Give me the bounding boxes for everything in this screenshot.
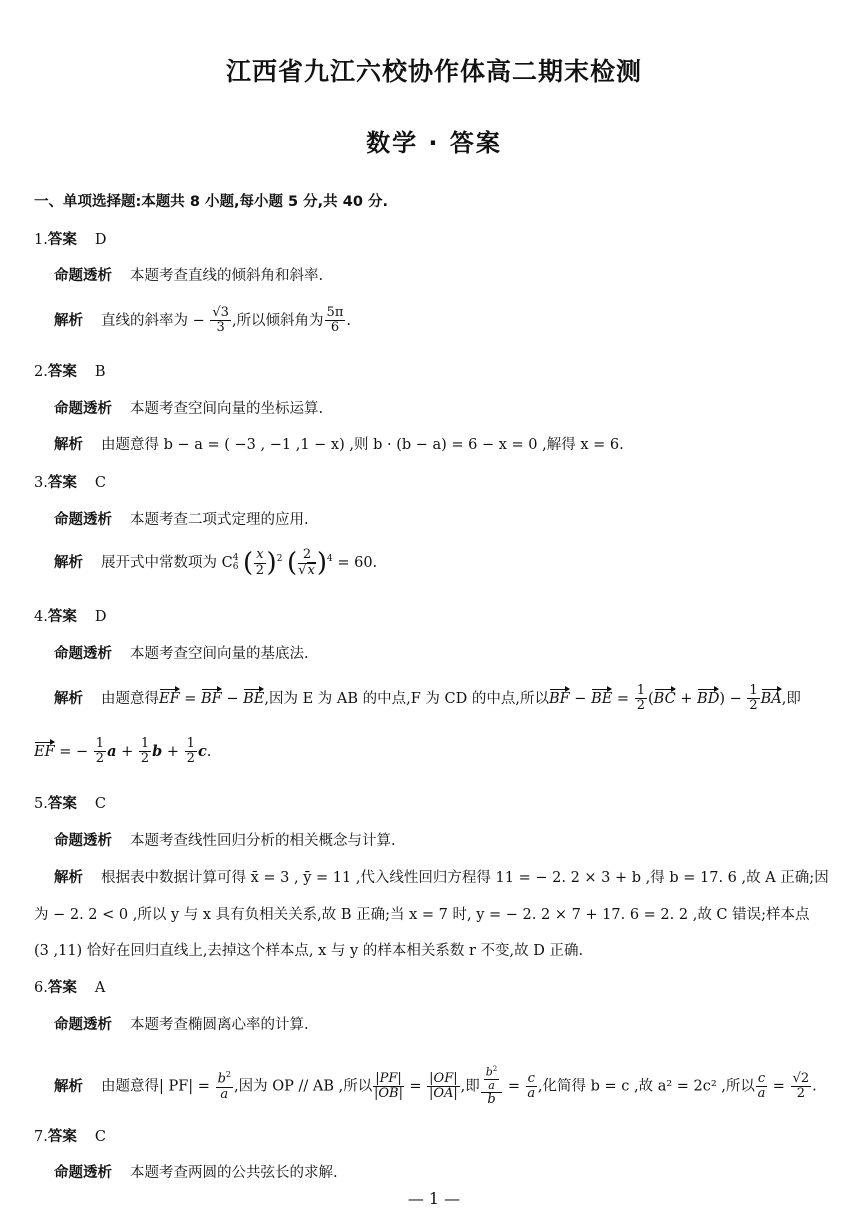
question-4-analysis-cont: EF = − $\frac{1}{2}$ a + $\frac{1}{2}$ b + $\frac{1}{2}$ c. [34, 736, 212, 767]
question-4-analysis: 解析 由题意得EF = BF − BE,因为 E 为 AB 的中点,F 为 CD 的中点,所以BF − BE = $\frac{1}{2}$ (BC + BD) − $\frac{1}{2}$ BA,即 [54, 683, 801, 714]
answer-value: C [94, 796, 106, 812]
question-5-analysis-cont: (3 ,11) 恰好在回归直线上,去掉这个样本点, x 与 y 的样本相关系数 r 不变,故 D 正确. [34, 943, 584, 959]
answer-label: 答案 [47, 475, 77, 491]
question-5-header: 5.答案 C [34, 796, 106, 812]
section-heading: 一、单项选择题:本题共 8 小题,每小题 5 分,共 40 分. [34, 194, 388, 210]
question-1-analysis: 解析 直线的斜率为 − $\frac{√3}{3}$ ,所以倾斜角为 $\frac{5\pi}{6}$ . [54, 305, 351, 336]
question-number: 1. [34, 232, 48, 248]
question-5-analysis-cont: 为 − 2. 2 < 0 ,所以 y 与 x 具有负相关关系,故 B 正确;当 x = 7 时, y = − 2. 2 × 7 + 17. 6 = 2. 2 ,故 C 错误;样本点 [34, 907, 810, 923]
question-3-header: 3.答案 C [34, 475, 106, 491]
analysis-label: 解析 [54, 312, 83, 329]
analysis-text: ,所以倾斜角为 [231, 312, 324, 329]
answer-label: 答案 [47, 609, 77, 625]
fraction: $\frac{√3}{3}$ [212, 305, 229, 336]
question-6-insight: 命题透析 本题考查椭圆离心率的计算. [54, 1017, 309, 1033]
answer-value: C [94, 475, 106, 491]
answer-value: C [94, 1129, 106, 1145]
analysis-text: 由题意得 b − a = ( −3 , −1 ,1 − x) ,则 b · (b − a) = 6 − x = 0 ,解得 x = 6. [101, 437, 624, 453]
question-2-header: 2.答案 B [34, 364, 106, 380]
question-6-analysis: 解析 由题意得| PF| = $\frac{b^2}{a}$ ,因为 OP // AB ,所以 $\frac{|PF|}{|OB|}$ = $\frac{|OF|}{|OA|}$ ,即 $\frac{\frac{b^2}{a}}{b}$ = $\frac{c}{a}$ ,化简得 b = c ,故 a² = 2c² ,所以 $\frac{c}{a}$ = $\frac{√2}{2}$ . [54, 1065, 817, 1107]
question-1-insight [54, 264, 834, 285]
answer-value: A [94, 980, 106, 996]
question-4-insight: 命题透析 本题考查空间向量的基底法. [54, 646, 309, 662]
question-2-analysis: 解析 由题意得 b − a = ( −3 , −1 ,1 − x) ,则 b · (b − a) = 6 − x = 0 ,解得 x = 6. [54, 437, 624, 453]
insight-label: 命题透析 [54, 268, 112, 284]
analysis-text: 直线的斜率为 [101, 312, 188, 329]
question-4-header: 4.答案 D [34, 609, 107, 625]
answer-label: 答案 [47, 1129, 77, 1145]
page-subtitle: 数学 · 答案 [366, 129, 502, 157]
question-2-insight: 命题透析 本题考查空间向量的坐标运算. [54, 401, 324, 417]
answer-value: D [94, 609, 107, 625]
answer-value: D [94, 232, 107, 248]
answer-label: 答案 [47, 796, 77, 812]
fraction: $\frac{5\pi}{6}$ [326, 305, 344, 336]
answer-value: B [94, 364, 106, 380]
question-7-insight: 命题透析 本题考查两圆的公共弦长的求解. [54, 1165, 338, 1181]
answer-label: 答案 [47, 232, 77, 248]
page-number: — 1 — [407, 1189, 461, 1208]
question-3-analysis: 解析 展开式中常数项为 C 4 6 ( $\frac{x}{2}$ )$^2$ ( $\frac{2}{√x}$ )$^4$ = 60. [54, 547, 378, 578]
answer-label: 答案 [47, 980, 77, 996]
answer-label: 答案 [47, 364, 77, 380]
question-3-insight: 命题透析 本题考查二项式定理的应用. [54, 512, 309, 528]
question-7-header: 7.答案 C [34, 1129, 106, 1145]
question-5-analysis: 解析 根据表中数据计算可得 x̄ = 3 , ȳ = 11 ,代入线性回归方程得 11 = − 2. 2 × 3 + b ,得 b = 17. 6 ,故 A 正确;因 [54, 870, 829, 886]
page-title: 江西省九江六校协作体高二期末检测 [225, 57, 642, 86]
question-1-header [34, 228, 106, 249]
insight-text: 本题考查直线的倾斜角和斜率. [130, 268, 324, 284]
question-5-insight: 命题透析 本题考查线性回归分析的相关概念与计算. [54, 833, 396, 849]
question-6-header: 6.答案 A [34, 980, 106, 996]
